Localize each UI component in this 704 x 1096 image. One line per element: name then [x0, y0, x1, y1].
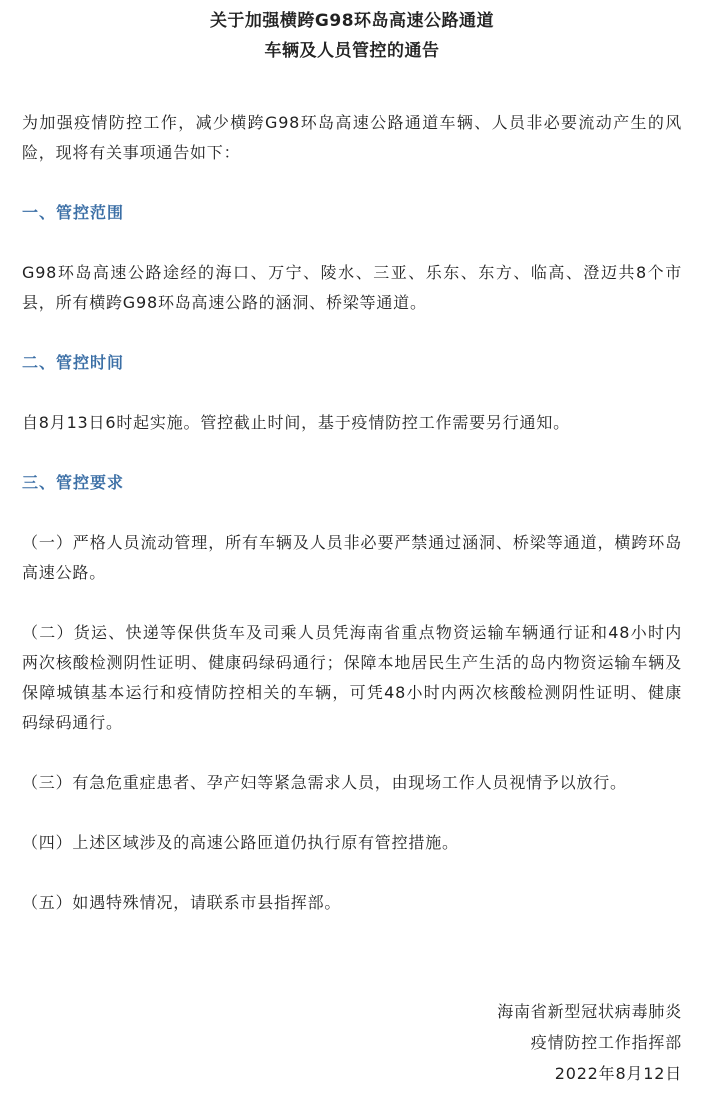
signature-org-line-2: 疫情防控工作指挥部	[530, 1033, 682, 1052]
document-title	[22, 0, 682, 66]
title-line-2: 车辆及人员管控的通告	[264, 41, 440, 61]
requirement-item-2: （二）货运、快递等保供货车及司乘人员凭海南省重点物资运输车辆通行证和48小时内两次核酸检测阴性证明、健康码绿码通行；保障本地居民生产生活的岛内物资运输车辆及保障城镇基本运行和疫情防控相关的车辆，可凭48小时内两次核酸检测阴性证明、健康码绿码通行。	[22, 623, 682, 732]
scope-paragraph: G98环岛高速公路途经的海口、万宁、陵水、三亚、乐东、东方、临高、澄迈共8个市县，所有横跨G98环岛高速公路的涵洞、桥梁等通道。	[22, 263, 682, 312]
signature-block	[497, 996, 682, 1089]
section-heading-scope: 一、管控范围	[22, 203, 125, 222]
requirement-item-3: （三）有急危重症患者、孕产妇等紧急需求人员，由现场工作人员视情予以放行。	[22, 773, 627, 792]
time-paragraph: 自8月13日6时起实施。管控截止时间，基于疫情防控工作需要另行通知。	[22, 413, 570, 432]
requirement-item-4: （四）上述区域涉及的高速公路匝道仍执行原有管控措施。	[22, 833, 459, 852]
intro-paragraph: 为加强疫情防控工作，减少横跨G98环岛高速公路通道车辆、人员非必要流动产生的风险，现将有关事项通告如下：	[22, 113, 682, 162]
title-line-1: 关于加强横跨G98环岛高速公路通道	[209, 11, 495, 31]
requirement-item-5: （五）如遇特殊情况，请联系市县指挥部。	[22, 893, 342, 912]
section-heading-requirements: 三、管控要求	[22, 473, 125, 492]
requirement-item-1: （一）严格人员流动管理，所有车辆及人员非必要严禁通过涵洞、桥梁等通道，横跨环岛高速公路。	[22, 533, 682, 582]
section-heading-time: 二、管控时间	[22, 353, 125, 372]
signature-org-line-1: 海南省新型冠状病毒肺炎	[497, 1002, 682, 1021]
signature-date: 2022年8月12日	[554, 1064, 682, 1083]
